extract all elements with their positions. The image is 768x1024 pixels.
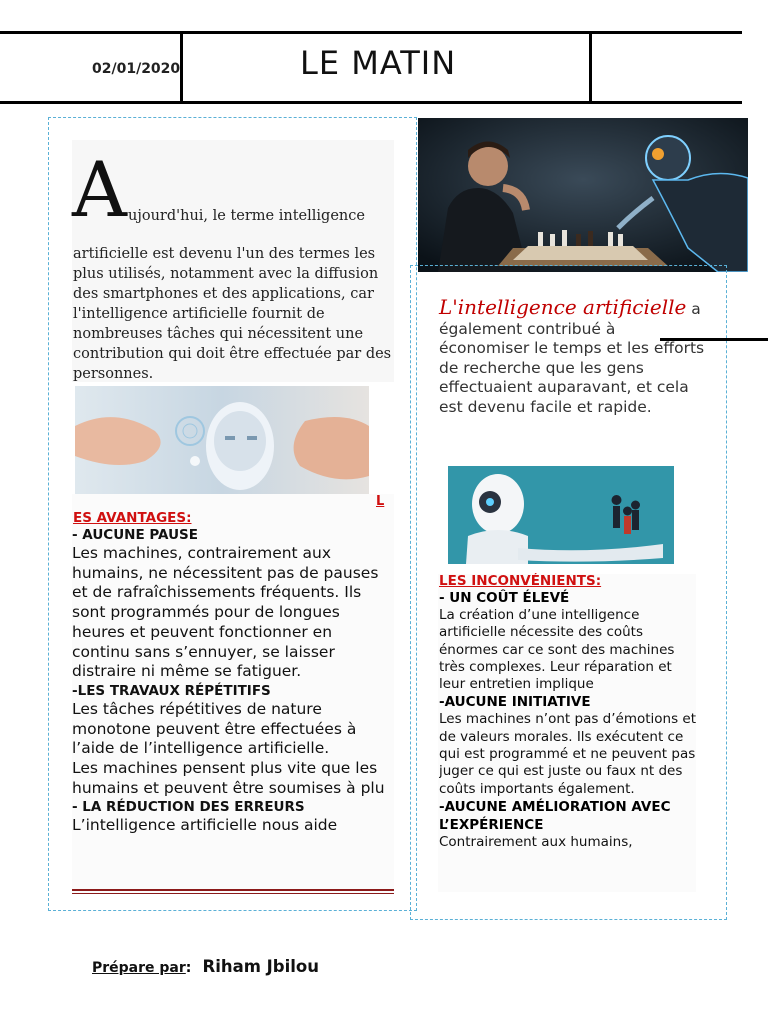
advantage-text: L’intelligence artificielle nous aide xyxy=(72,816,338,835)
author-colon: : xyxy=(185,960,192,976)
author-label: Prépare par xyxy=(92,960,186,976)
disadvantage-text: La création d’une intelligence artificielle nécessite des coûts énormes car ce sont des machines très complexes. Leur réparation et leur entretien implique xyxy=(439,607,675,693)
advantage-text: Les tâches répétitives de nature monotone peuvent être effectuées à l’aide de l’intelligence artificielle. xyxy=(72,699,357,758)
human-vs-robot-chess-image xyxy=(418,118,748,272)
disadvantage-heading: - UN COÛT ÉLEVÉ xyxy=(439,590,570,606)
ai-paragraph-text: a également contribué à économiser le temps et les efforts de recherche que les gens effectuaient auparavant, et cela est devenu facile et rapide. xyxy=(439,300,705,416)
advantages-title: ES AVANTAGES: xyxy=(73,510,192,526)
divider-rule xyxy=(72,893,394,894)
disadvantage-text: Contrairement aux humains, xyxy=(439,833,633,850)
masthead-divider-right xyxy=(589,31,592,104)
drop-cap: A xyxy=(72,145,127,234)
advantages-title-initial: L xyxy=(376,494,385,509)
author-name: Riham Jbilou xyxy=(202,957,320,976)
issue-date: 02/01/2020 xyxy=(92,61,181,77)
disadvantage-heading: -AUCUNE INITIATIVE xyxy=(439,694,591,711)
masthead-bottom-rule xyxy=(0,101,742,104)
divider-rule xyxy=(72,889,394,891)
advantage-text: Les machines, contrairement aux humains, ne nécessitent pas de pauses et de rafraîchissements fréquents. Ils sont programmés pour de longues heures et peuvent fonctionner en continu sans s’ennuyer, se laisser distraire ni même se fatiguer. xyxy=(72,544,379,681)
masthead-top-rule xyxy=(0,31,742,34)
advantage-heading: - AUCUNE PAUSE xyxy=(72,527,198,543)
disadvantage-heading: -AUCUNE AMÉLIORATION AVEC L’EXPÉRIENCE xyxy=(439,798,671,833)
robot-hands-image xyxy=(75,386,369,499)
advantage-text: Les machines pensent plus vite que les humains et peuvent être soumises à plu xyxy=(72,759,385,797)
disadvantages-list xyxy=(439,573,697,892)
intro-first-line: ujourd'hui, le terme intelligence xyxy=(128,208,365,224)
disadvantage-text: Les machines n’ont pas d’émotions et de valeurs morales. Ils exécutent ce qui est programmé et ne peuvent pas juger ce qui est juste ou faux nt des coûts importants également. xyxy=(439,711,697,797)
ai-paragraph-lead: L'intelligence artificielle xyxy=(439,295,687,319)
disadvantages-title: LES INCONVÉNIENTS: xyxy=(439,573,602,589)
intro-paragraph: artificielle est devenu l'un des termes les plus utilisés, notamment avec la diffusion des smartphones et des applications, car l'intelligence artificielle fournit de nombreuses tâches qui nécessitent une contribution qui doit être effectuée par des personnes. xyxy=(73,246,392,382)
ai-paragraph xyxy=(439,294,707,417)
robot-and-business-people-image xyxy=(448,466,674,564)
newspaper-title: LE MATIN xyxy=(300,44,457,82)
advantages-list xyxy=(72,526,394,892)
author-credit xyxy=(92,957,319,976)
advantage-heading: - LA RÉDUCTION DES ERREURS xyxy=(72,799,305,816)
advantage-heading: -LES TRAVAUX RÉPÉTITIFS xyxy=(72,682,271,699)
masthead-divider-left xyxy=(180,31,183,104)
